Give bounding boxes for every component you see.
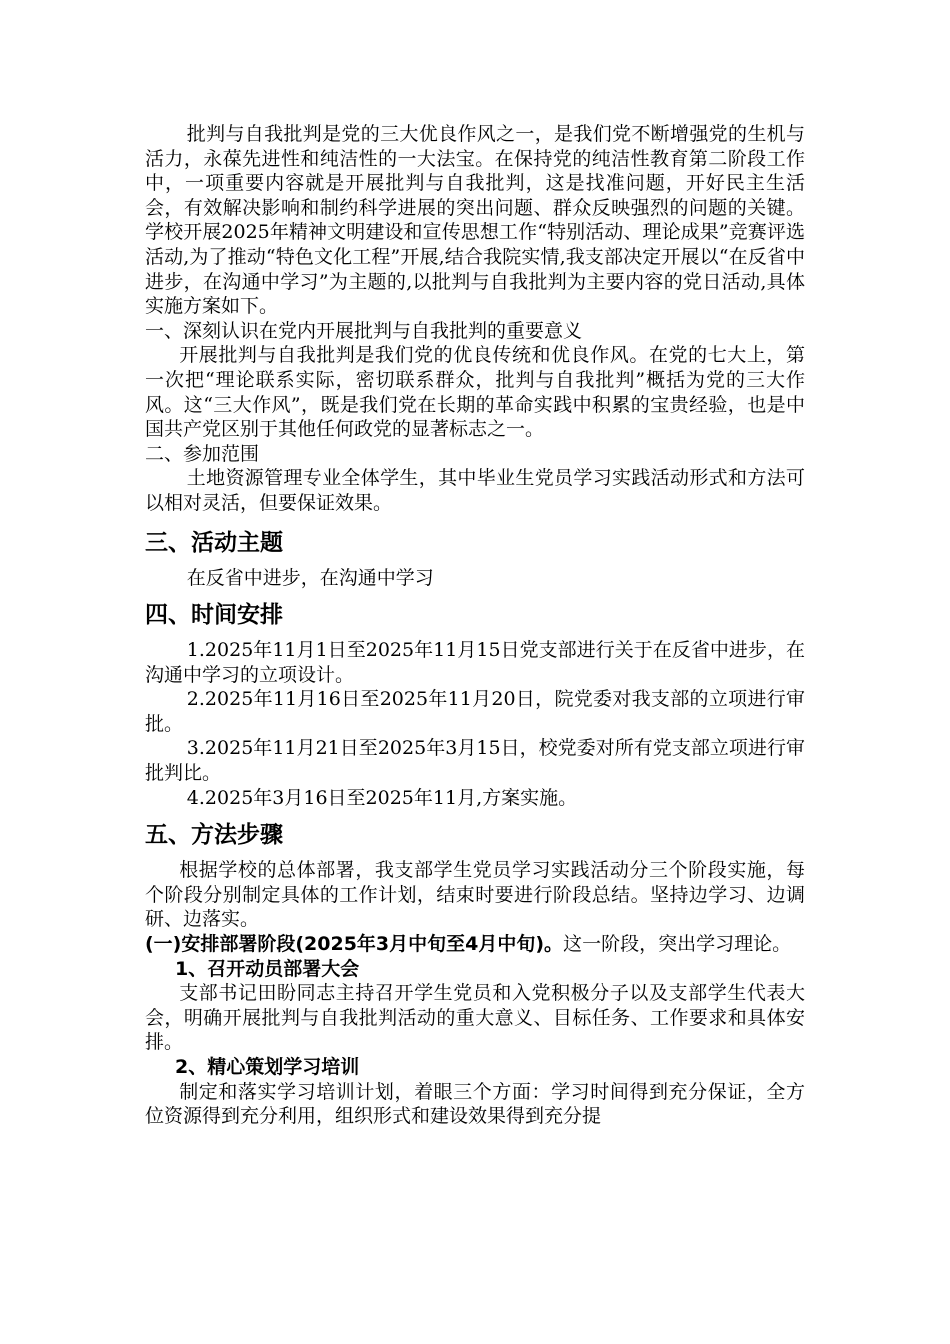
stage-1-text: 这一阶段，突出学习理论。 <box>563 933 792 956</box>
section-4-title: 四、时间安排 <box>145 602 283 629</box>
stage-1-heading: (一)安排部署阶段(2025年3月中旬至4月中旬)。 <box>145 933 564 956</box>
schedule-item-1: 1.2025年11月1日至2025年11月15日党支部进行关于在反省中进步，在沟通中学习的立项设计。 <box>145 639 805 686</box>
step-2-body: 制定和落实学习培训计划，着眼三个方面：学习时间得到充分保证，全方位资源得到充分利用，组织形式和建设效果得到充分提 <box>145 1080 805 1128</box>
document-page <box>145 122 805 1129</box>
section-2-body: 土地资源管理专业全体学生，其中毕业生党员学习实践活动形式和方法可以相对灵活，但要保证效果。 <box>145 467 805 514</box>
stage-1-paragraph <box>145 932 805 957</box>
section-3-title: 三、活动主题 <box>145 529 283 556</box>
schedule-item-3: 3.2025年11月21日至2025年3月15日，校党委对所有党支部立项进行审批判比。 <box>145 737 805 785</box>
schedule-item-4: 4.2025年3月16日至2025年11月,方案实施。 <box>186 786 578 809</box>
section-5-body: 根据学校的总体部署，我支部学生党员学习实践活动分三个阶段实施，每个阶段分别制定具体的工作计划，结束时要进行阶段总结。坚持边学习、边调研、边落实。 <box>145 859 805 931</box>
step-2-title: 2、精心策划学习培训 <box>175 1056 360 1078</box>
schedule-item-2: 2.2025年11月16日至2025年11月20日，院党委对我支部的立项进行审批。 <box>145 688 805 735</box>
intro-paragraph: 批判与自我批判是党的三大优良作风之一，是我们党不断增强党的生机与活力，永葆先进性和纯洁性的一大法宝。在保持党的纯洁性教育第二阶段工作中，一项重要内容就是开展批判与自我批判，这是找准问题，开好民主生活会，有效解决影响和制约科学进展的突出问题、群众反映强烈的问题的关键。 学校开展2025年精神文明建设和宣传思想工作“特别活动、理论成果”竞赛评选活动,为了推动“特色文化工程”开展,结合我院实情,我支部决定开展以“在反省中进步，在沟通中学习”为主题的,以批判与自我批判为主要内容的党日活动,具体实施方案如下。 <box>145 123 805 318</box>
section-5-title: 五、方法步骤 <box>145 822 283 849</box>
section-3-body: 在反省中进步，在沟通中学习 <box>186 566 434 589</box>
section-2-title: 二、参加范围 <box>145 442 260 465</box>
step-1-title: 1、召开动员部署大会 <box>175 957 360 980</box>
step-1-body: 支部书记田盼同志主持召开学生党员和入党积极分子以及支部学生代表大会，明确开展批判与自我批判活动的重大意义、目标任务、工作要求和具体安排。 <box>145 982 805 1054</box>
section-1-title: 一、深刻认识在党内开展批判与自我批判的重要意义 <box>145 319 583 342</box>
section-1-body: 开展批判与自我批判是我们党的优良传统和优良作风。在党的七大上，第一次把“理论联系实际，密切联系群众，批判与自我批判”概括为党的三大作风。这“三大作风”，既是我们党在长期的革命实践中积累的宝贵经验，也是中国共产党区别于其他任何政党的显著标志之一。 <box>145 344 805 441</box>
